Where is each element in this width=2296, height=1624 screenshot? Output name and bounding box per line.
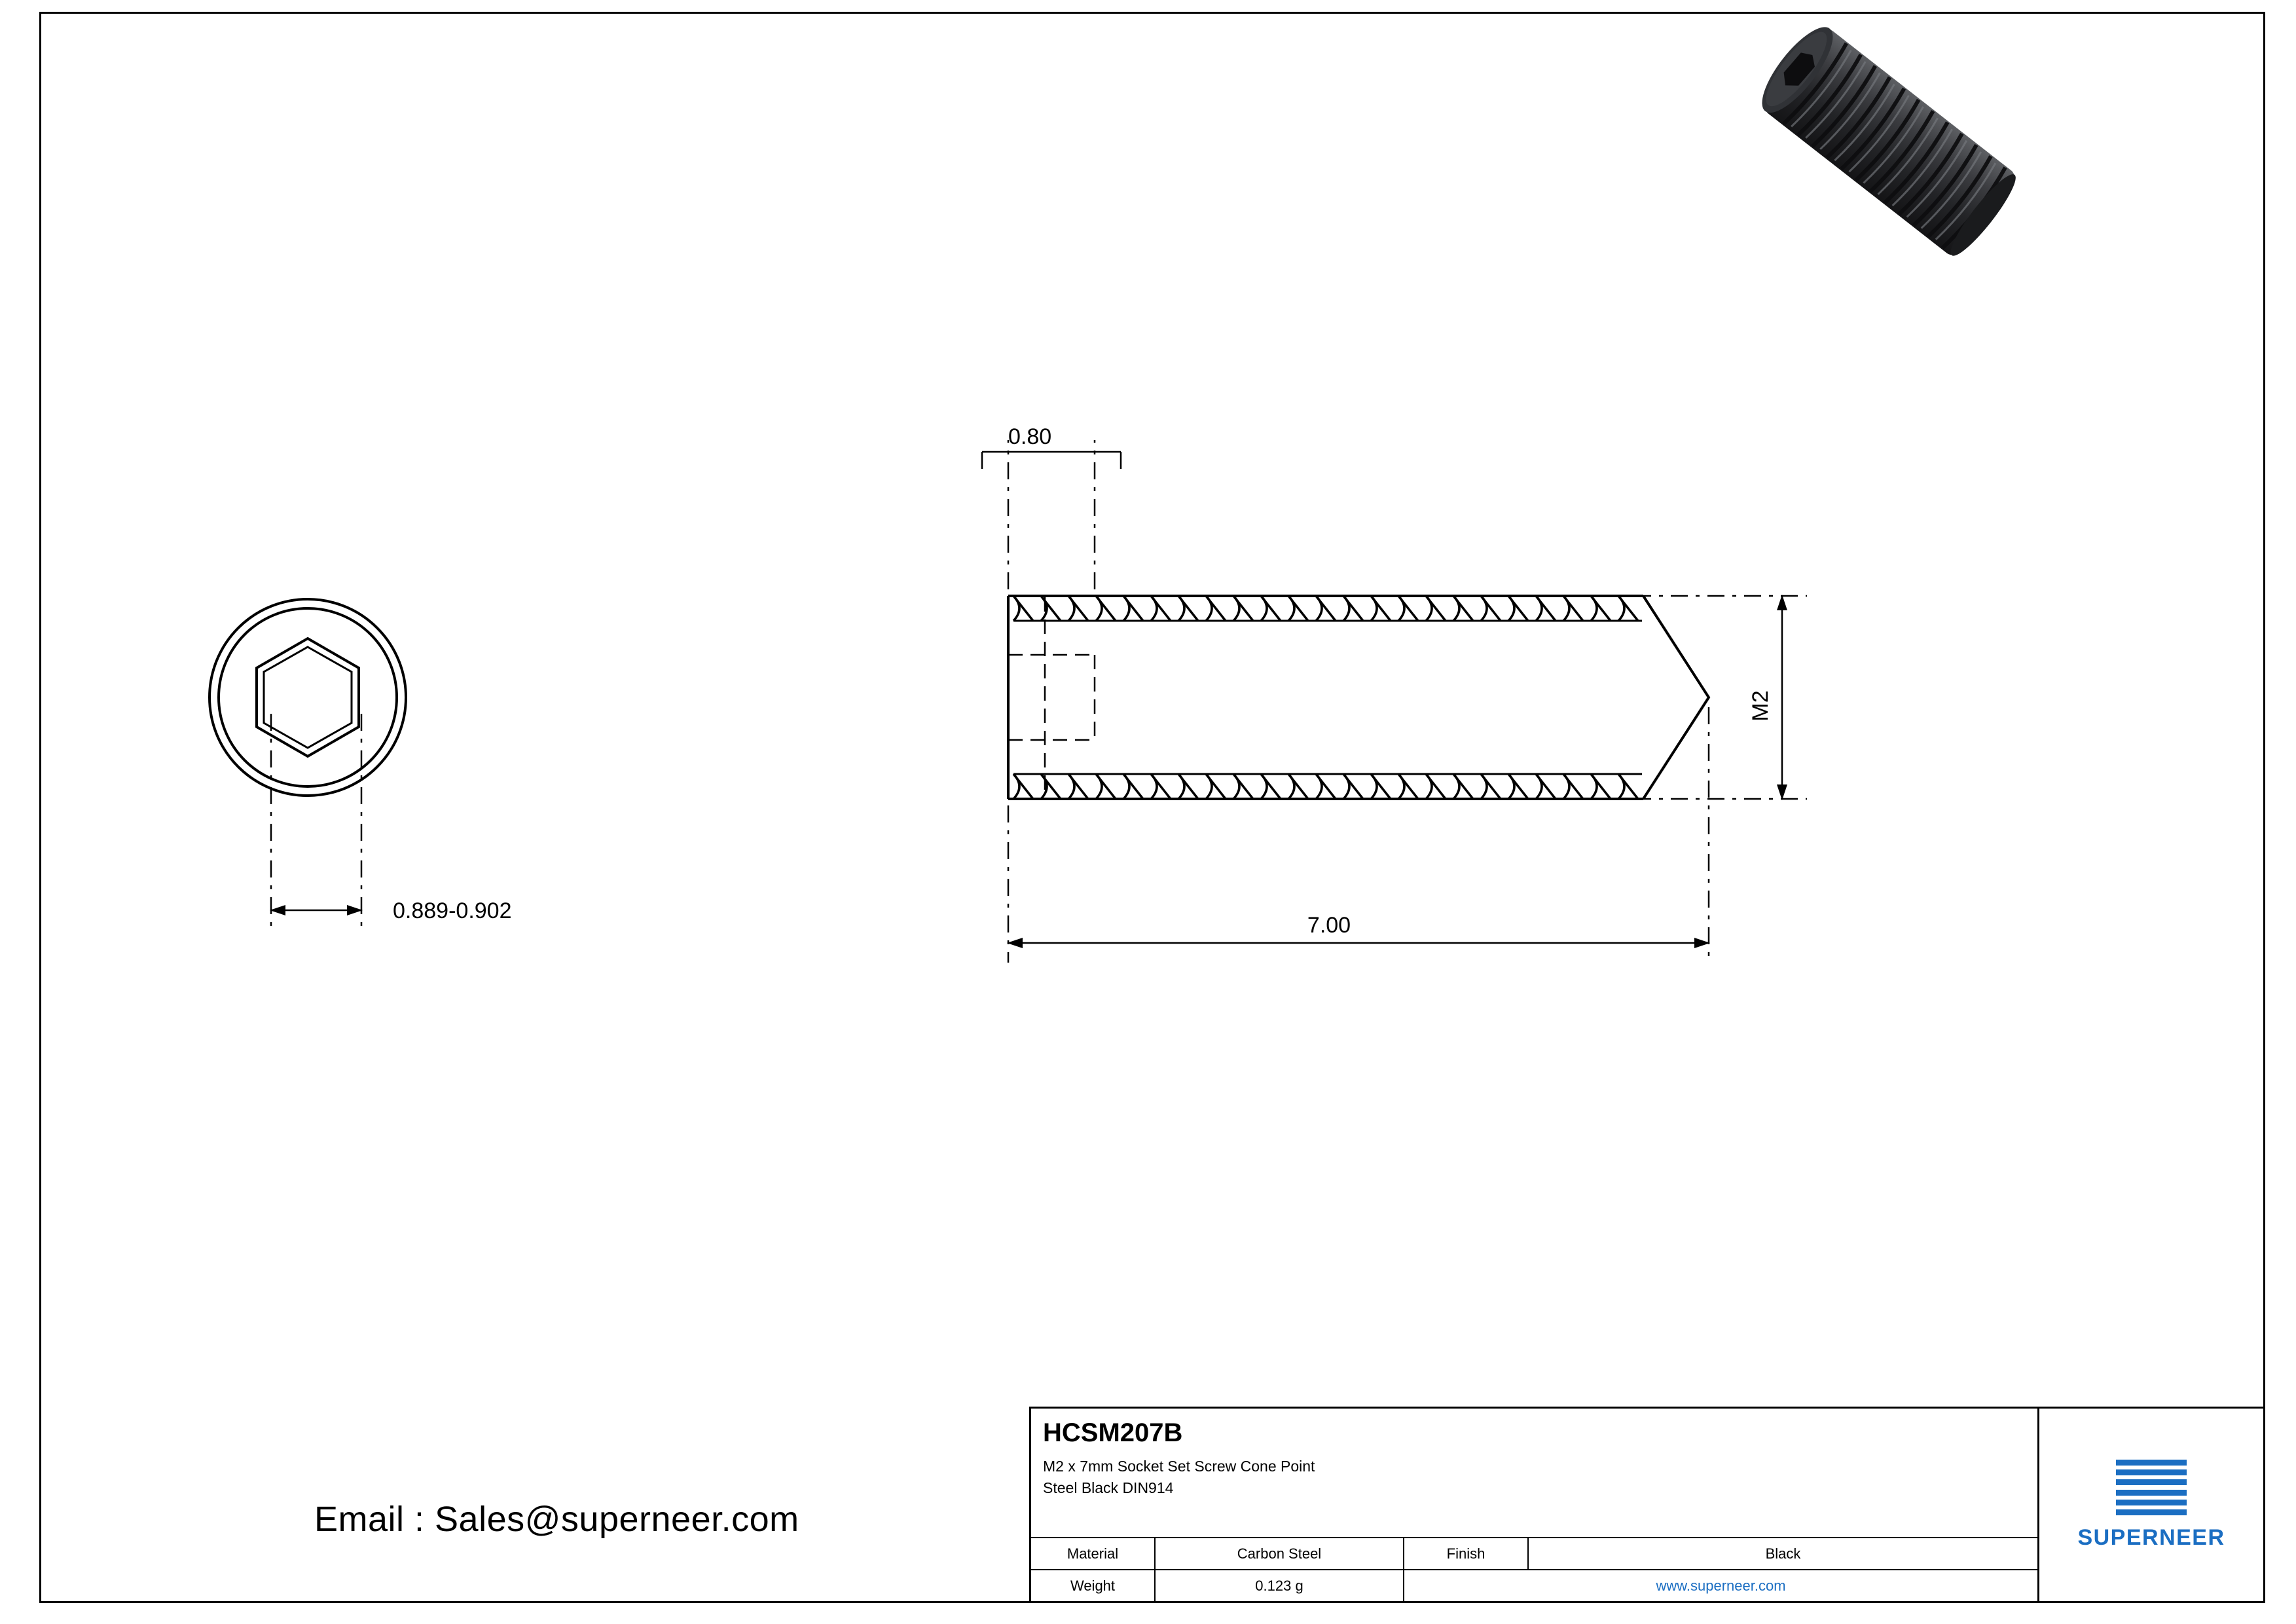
material-finish-row bbox=[1031, 1538, 2037, 1570]
website-link[interactable]: www.superneer.com bbox=[1656, 1577, 1786, 1594]
weight-value: 0.123 g bbox=[1156, 1570, 1404, 1601]
part-number: HCSM207B bbox=[1043, 1418, 1183, 1447]
dim-overall-length-text: 7.00 bbox=[1307, 913, 1351, 938]
part-description-area bbox=[1031, 1409, 2037, 1538]
finish-label: Finish bbox=[1404, 1538, 1529, 1569]
material-value: Carbon Steel bbox=[1156, 1538, 1404, 1569]
sheet-border bbox=[39, 12, 2265, 1603]
dim-socket-width-text: 0.889-0.902 bbox=[393, 898, 512, 923]
weight-website-row bbox=[1031, 1570, 2037, 1601]
spec-rows bbox=[1031, 1538, 2037, 1601]
weight-label: Weight bbox=[1031, 1570, 1156, 1601]
superneer-logo-icon bbox=[2116, 1460, 2187, 1516]
part-description-line1: M2 x 7mm Socket Set Screw Cone Point bbox=[1043, 1458, 1315, 1475]
brand-area bbox=[2039, 1409, 2263, 1601]
contact-email: Email : Sales@superneer.com bbox=[314, 1500, 799, 1539]
title-block bbox=[1029, 1407, 2265, 1603]
dim-socket-depth-text: 0.80 bbox=[1008, 424, 1052, 449]
finish-value: Black bbox=[1765, 1545, 1801, 1562]
dim-thread-text: M2 bbox=[1748, 690, 1773, 722]
title-block-left bbox=[1031, 1409, 2039, 1601]
material-label: Material bbox=[1031, 1538, 1156, 1569]
brand-name: SUPERNEER bbox=[2077, 1524, 2225, 1550]
part-description-line2: Steel Black DIN914 bbox=[1043, 1479, 1174, 1497]
